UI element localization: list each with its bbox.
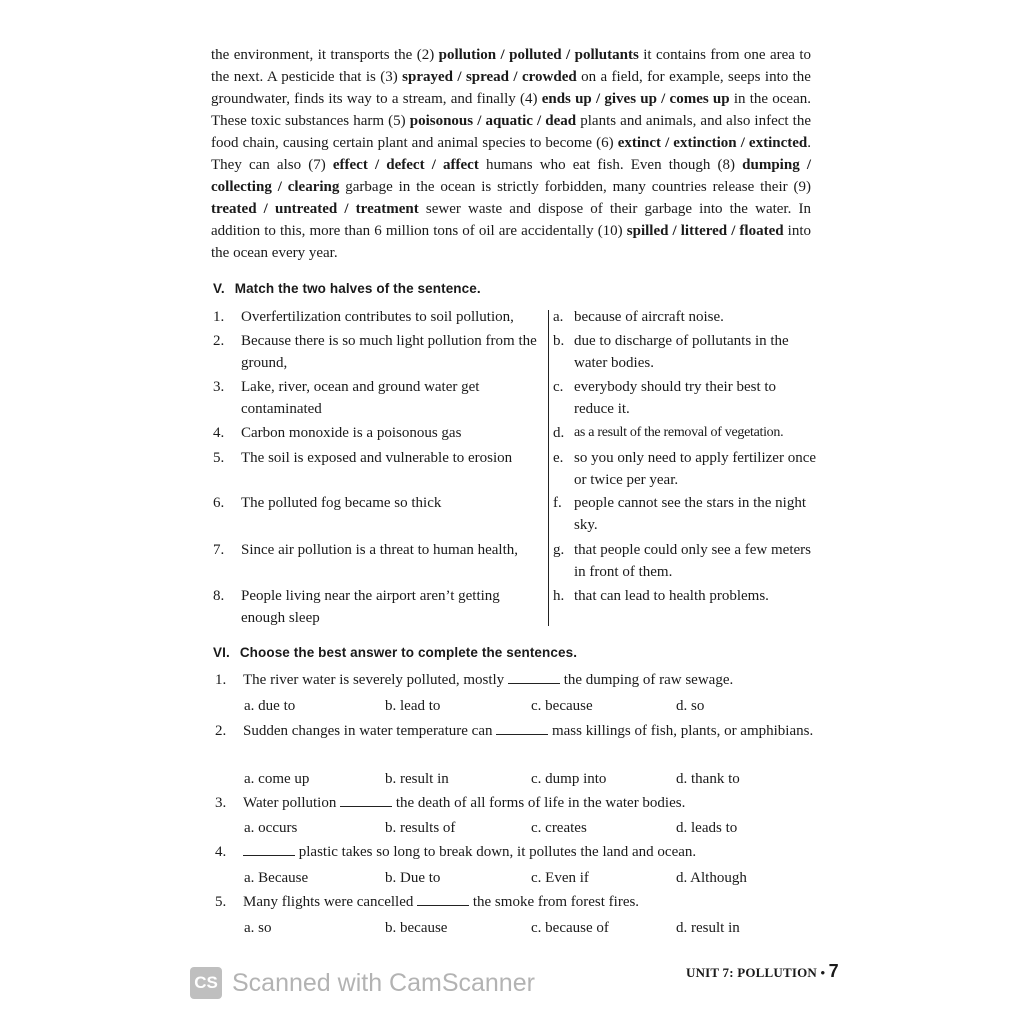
answer-option: d. so — [676, 698, 705, 714]
question-text — [243, 891, 815, 913]
match-left-text: Overfertilization contributes to soil pollution, — [241, 309, 514, 325]
question-text — [243, 841, 815, 863]
answer-choice: spilled / littered / floated — [626, 223, 784, 239]
section-vi-heading — [213, 645, 577, 660]
section-v-number: V. — [213, 281, 225, 296]
answer-choice: ends up / gives up / comes up — [541, 91, 730, 107]
answer-option: a. occurs — [244, 820, 298, 836]
match-right-letter: f. — [553, 495, 562, 511]
matching-divider — [548, 310, 549, 626]
match-left-number: 1. — [213, 309, 225, 325]
answer-option: c. because — [531, 698, 593, 714]
match-left-number: 4. — [213, 425, 225, 441]
answer-option: a. Because — [244, 870, 309, 886]
answer-blank — [508, 671, 560, 684]
answer-option: b. because — [385, 920, 448, 936]
answer-choice: sprayed / spread / crowded — [402, 69, 577, 85]
match-right-text: due to discharge of pollutants in the water bodies. — [574, 333, 789, 371]
match-right-text: so you only need to apply fertilizer once or twice per year. — [574, 450, 817, 488]
match-left-number: 8. — [213, 588, 225, 604]
passage-text: it contains from one area to the next. A pesticide that is (3) — [211, 47, 812, 85]
section-vi-number: VI. — [213, 645, 230, 660]
question-number: 3. — [215, 795, 227, 811]
match-left-text: Lake, river, ocean and ground water get contaminated — [241, 379, 480, 417]
passage-text: garbage in the ocean is strictly forbidden, many countries release their (9) — [339, 179, 811, 195]
match-left-number: 6. — [213, 495, 225, 511]
answer-blank — [340, 794, 392, 807]
answer-blank — [417, 893, 469, 906]
passage-text: plants and animals, and also infect the food chain, causing certain plant and animal species to become (6) — [211, 113, 811, 151]
question-stem-start: Water pollution — [243, 795, 341, 811]
match-right-letter: d. — [553, 425, 565, 441]
match-right-text: as a result of the removal of vegetation. — [574, 425, 784, 440]
match-left-text: Since air pollution is a threat to human health, — [241, 542, 519, 558]
answer-choice: poisonous / aquatic / dead — [409, 113, 577, 129]
match-right-letter: e. — [553, 450, 564, 466]
camscanner-watermark: Scanned with CamScanner — [232, 969, 535, 997]
match-left-number: 2. — [213, 333, 225, 349]
match-left-text: People living near the airport aren’t getting enough sleep — [241, 588, 500, 626]
answer-option: d. Although — [676, 870, 747, 886]
match-right-text: because of aircraft noise. — [574, 309, 724, 325]
answer-blank — [243, 843, 295, 856]
question-number: 5. — [215, 894, 227, 910]
question-number: 4. — [215, 844, 227, 860]
answer-option: a. due to — [244, 698, 296, 714]
section-v-heading — [213, 281, 481, 296]
answer-option: c. dump into — [531, 771, 607, 787]
match-right-letter: h. — [553, 588, 565, 604]
page-number: 7 — [828, 961, 839, 981]
question-stem-end: the smoke from forest fires. — [469, 894, 640, 910]
question-number: 1. — [215, 672, 227, 688]
section-vi-title: Choose the best answer to complete the sentences. — [239, 645, 578, 660]
match-right-letter: a. — [553, 309, 564, 325]
section-v-title: Match the two halves of the sentence. — [234, 281, 481, 296]
match-left-text: Carbon monoxide is a poisonous gas — [241, 425, 462, 441]
passage-text: into the ocean every year. — [211, 223, 812, 261]
passage-text: sewer waste and dispose of their garbage into the water. In addition to this, more than 6 million tons of oil are accidentally (10) — [211, 201, 811, 239]
match-right-text: that people could only see a few meters in front of them. — [574, 542, 811, 580]
match-left-number: 5. — [213, 450, 225, 466]
answer-option: a. so — [244, 920, 272, 936]
answer-choice: effect / defect / affect — [332, 157, 479, 173]
answer-option: c. creates — [531, 820, 587, 836]
match-right-text: people cannot see the stars in the night sky. — [574, 495, 807, 533]
match-right-text: everybody should try their best to reduce it. — [574, 379, 777, 417]
question-stem-start: Many flights were cancelled — [243, 894, 418, 910]
match-right-letter: c. — [553, 379, 564, 395]
passage-paragraph — [211, 44, 811, 264]
question-stem-start: Sudden changes in water temperature can — [243, 723, 497, 739]
answer-option: d. leads to — [676, 820, 738, 836]
answer-option: b. Due to — [385, 870, 441, 886]
match-left-number: 3. — [213, 379, 225, 395]
question-stem-end: mass killings of fish, plants, or amphibians. — [548, 723, 814, 739]
question-text — [243, 669, 815, 691]
answer-option: c. Even if — [531, 870, 589, 886]
answer-option: b. results of — [385, 820, 456, 836]
answer-choice: pollution / polluted / pollutants — [438, 47, 639, 63]
passage-text: humans who eat fish. Even though (8) — [478, 157, 743, 173]
camscanner-logo-icon: CS — [190, 967, 222, 999]
answer-option: d. result in — [676, 920, 740, 936]
match-right-letter: b. — [553, 333, 565, 349]
match-left-text: Because there is so much light pollution from the ground, — [241, 333, 537, 371]
answer-blank — [496, 722, 548, 735]
passage-text: the environment, it transports the (2) — [211, 47, 439, 63]
passage-text: on a field, for example, seeps into the groundwater, finds its way to a stream, and finally (4) — [211, 69, 811, 107]
unit-label: UNIT 7: POLLUTION • — [686, 965, 826, 980]
question-stem-start: The river water is severely polluted, mostly — [243, 672, 508, 688]
answer-option: c. because of — [531, 920, 609, 936]
answer-option: b. result in — [385, 771, 449, 787]
question-number: 2. — [215, 723, 227, 739]
match-left-text: The polluted fog became so thick — [241, 495, 442, 511]
match-left-number: 7. — [213, 542, 225, 558]
match-right-text: that can lead to health problems. — [574, 588, 769, 604]
answer-choice: extinct / extinction / extincted — [617, 135, 808, 151]
match-left-text: The soil is exposed and vulnerable to erosion — [241, 450, 513, 466]
question-text — [243, 720, 815, 742]
answer-option: b. lead to — [385, 698, 441, 714]
answer-option: d. thank to — [676, 771, 740, 787]
match-right-letter: g. — [553, 542, 565, 558]
page-footer — [686, 961, 839, 982]
question-text — [243, 792, 815, 814]
passage-text: . They can also (7) — [211, 135, 811, 173]
answer-choice: dumping / collecting / clearing — [211, 157, 811, 195]
question-stem-end: plastic takes so long to break down, it pollutes the land and ocean. — [295, 844, 697, 860]
question-stem-end: the death of all forms of life in the water bodies. — [392, 795, 686, 811]
answer-option: a. come up — [244, 771, 310, 787]
answer-choice: treated / untreated / treatment — [211, 201, 419, 217]
question-stem-end: the dumping of raw sewage. — [559, 672, 734, 688]
passage-text: in the ocean. These toxic substances harm (5) — [211, 91, 811, 129]
